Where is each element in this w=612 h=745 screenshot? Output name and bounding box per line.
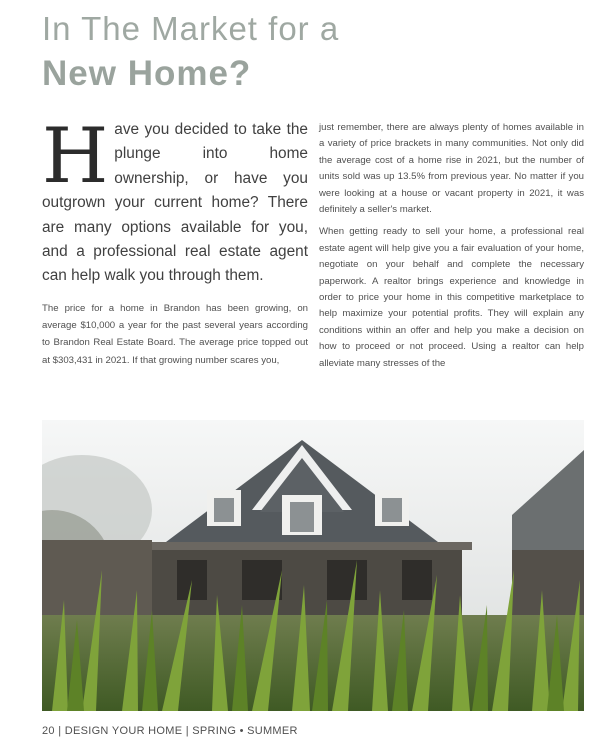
right-column <box>319 120 584 378</box>
right-paragraph-2: When getting ready to sell your home, a professional real estate agent will help give you a fair evaluation of your home, negotiate on your behalf and complete the necessary paperwork. A realtor brings experience and knowledge in order to price your home in this competitive marketplace to help maximize your potential profits. They will explain any conditions within an offer and help you make a decision on how to proceed or not proceed. Using a realtor can help alleviate many stresses of the <box>319 226 584 369</box>
right-paragraph-1: just remember, there are always plenty of homes available in a variety of price brackets in many communities. Not only did the average cost of a home rise in 2021, but the number of units sold was up 13.5% from previous year. No matter if you were looking at a house or vacant property in 2021, it was definitely a seller's market. <box>319 122 584 216</box>
title-line-1: In The Market for a <box>42 10 340 47</box>
intro-paragraph <box>42 111 308 289</box>
drop-cap: H <box>42 111 109 200</box>
left-paragraph: The price for a home in Brandon has been growing, on average $10,000 a year for the past several years according to Brandon Real Estate Board. The average price topped out at $303,431 in 2021. If that growing number scares you, <box>42 303 308 366</box>
left-column <box>42 300 308 369</box>
house-photo <box>42 420 584 711</box>
title-line-2: New Home? <box>42 54 252 93</box>
intro-text: ave you decided to take the plunge into home ownership, or have you outgrown your current home? There are many options available for you, and a professional real estate agent can help walk you through them. <box>42 121 308 285</box>
page-footer: 20 | DESIGN YOUR HOME | SPRING • SUMMER <box>42 725 298 737</box>
